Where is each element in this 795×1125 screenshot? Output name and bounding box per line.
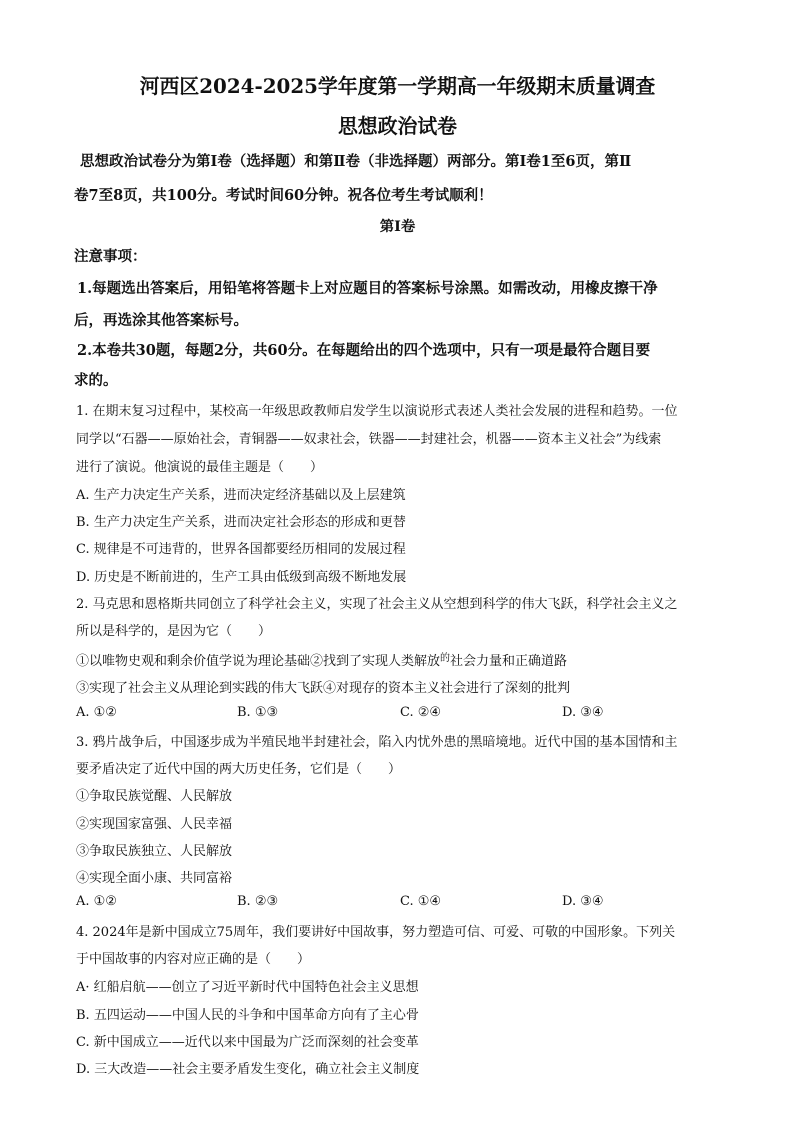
q1-option-d: D. 历史是不断前进的，生产工具由低级到高级不断地发展 [76, 570, 407, 585]
q1-stem-line-1: 1. 在期末复习过程中，某校高一年级思政教师启发学生以演说形式表述人类社会发展的进程和趋势。一位 [76, 404, 678, 419]
q3-statement-1: ①争取民族觉醒、人民解放 [76, 789, 233, 804]
exam-title: 河西区2024-2025学年度第一学期高一年级期末质量调查 [139, 74, 656, 98]
note-1-line-1: 1.每题选出答案后，用铅笔将答题卡上对应题目的答案标号涂黑。如需改动，用橡皮擦干净 [77, 280, 658, 297]
q2-option-c: C. ②④ [400, 705, 442, 720]
q4-stem-line-1: 4. 2024年是新中国成立75周年，我们要讲好中国故事，努力塑造可信、可爱、可敬的中国形象。下列关 [76, 925, 676, 940]
q3-stem-line-1: 3. 鸦片战争后，中国逐步成为半殖民地半封建社会，陷入内忧外患的黑暗境地。近代中国的基本国情和主 [76, 735, 678, 750]
notes-heading: 注意事项： [74, 248, 147, 265]
q4-option-a: A· 红船启航——创立了习近平新时代中国特色社会主义思想 [76, 980, 419, 995]
q2-statement-1-part-2: 社会力量和正确道路 [450, 654, 568, 669]
q1-option-c: C. 规律是不可违背的，世界各国都要经历相同的发展过程 [76, 542, 406, 557]
q1-option-b: B. 生产力决定生产关系，进而决定社会形态的形成和更替 [76, 515, 406, 530]
q2-option-b: B. ①③ [237, 705, 279, 720]
note-1-line-2: 后，再选涂其他答案标号。 [74, 312, 248, 329]
q4-stem-line-2: 于中国故事的内容对应正确的是（ ） [76, 952, 311, 967]
q3-statement-2: ②实现国家富强、人民幸福 [76, 817, 233, 832]
intro-line-2: 卷7至8页，共100分。考试时间60分钟。祝各位考生考试顺利！ [74, 187, 493, 204]
q4-option-b: B. 五四运动——中国人民的斗争和中国革命方向有了主心骨 [76, 1008, 419, 1023]
q3-option-b: B. ②③ [237, 894, 279, 909]
intro-line-1: 思想政治试卷分为第Ⅰ卷（选择题）和第Ⅱ卷（非选择题）两部分。第Ⅰ卷1至6页，第Ⅱ [80, 153, 632, 170]
q2-option-d: D. ③④ [562, 705, 604, 720]
q2-statement-1-part-1: ①以唯物史观和剩余价值学说为理论基础②找到了实现人类解放 [76, 654, 441, 669]
q1-stem-line-3: 进行了演说。他演说的最佳主题是（ ） [76, 460, 324, 475]
q2-option-a: A. ①② [76, 705, 117, 720]
q3-statement-3: ③争取民族独立、人民解放 [76, 844, 233, 859]
q3-option-a: A. ①② [76, 894, 117, 909]
q4-option-d: D. 三大改造——社会主要矛盾发生变化，确立社会主义制度 [76, 1062, 420, 1077]
q2-statement-2: ③实现了社会主义从理论到实践的伟大飞跃④对现存的资本主义社会进行了深刻的批判 [76, 681, 571, 696]
q2-stem-line-1: 2. 马克思和恩格斯共同创立了科学社会主义，实现了社会主义从空想到科学的伟大飞跃，科学社会主义之 [76, 597, 678, 612]
q3-option-d: D. ③④ [562, 894, 604, 909]
q2-statement-1 [76, 649, 567, 669]
q4-option-c: C. 新中国成立——近代以来中国最为广泛而深刻的社会变革 [76, 1035, 419, 1050]
q2-stem-line-2: 所以是科学的，是因为它（ ） [76, 624, 272, 639]
section-title: 第Ⅰ卷 [379, 218, 416, 235]
q3-stem-line-2: 要矛盾决定了近代中国的两大历史任务，它们是（ ） [76, 762, 402, 777]
note-2-line-2: 求的。 [74, 372, 118, 389]
note-2-line-1: 2.本卷共30题，每题2分，共60分。在每题给出的四个选项中，只有一项是最符合题目要 [77, 342, 651, 359]
q1-stem-line-2: 同学以“石器——原始社会，青铜器——奴隶社会，铁器——封建社会，机器——资本主义社会”为线索 [76, 432, 662, 447]
q2-statement-1-superscript: 的 [440, 653, 451, 664]
q3-option-c: C. ①④ [400, 894, 442, 909]
q3-statement-4: ④实现全面小康、共同富裕 [76, 871, 233, 886]
q1-option-a: A. 生产力决定生产关系，进而决定经济基础以及上层建筑 [76, 488, 406, 503]
exam-subtitle: 思想政治试卷 [337, 114, 458, 138]
